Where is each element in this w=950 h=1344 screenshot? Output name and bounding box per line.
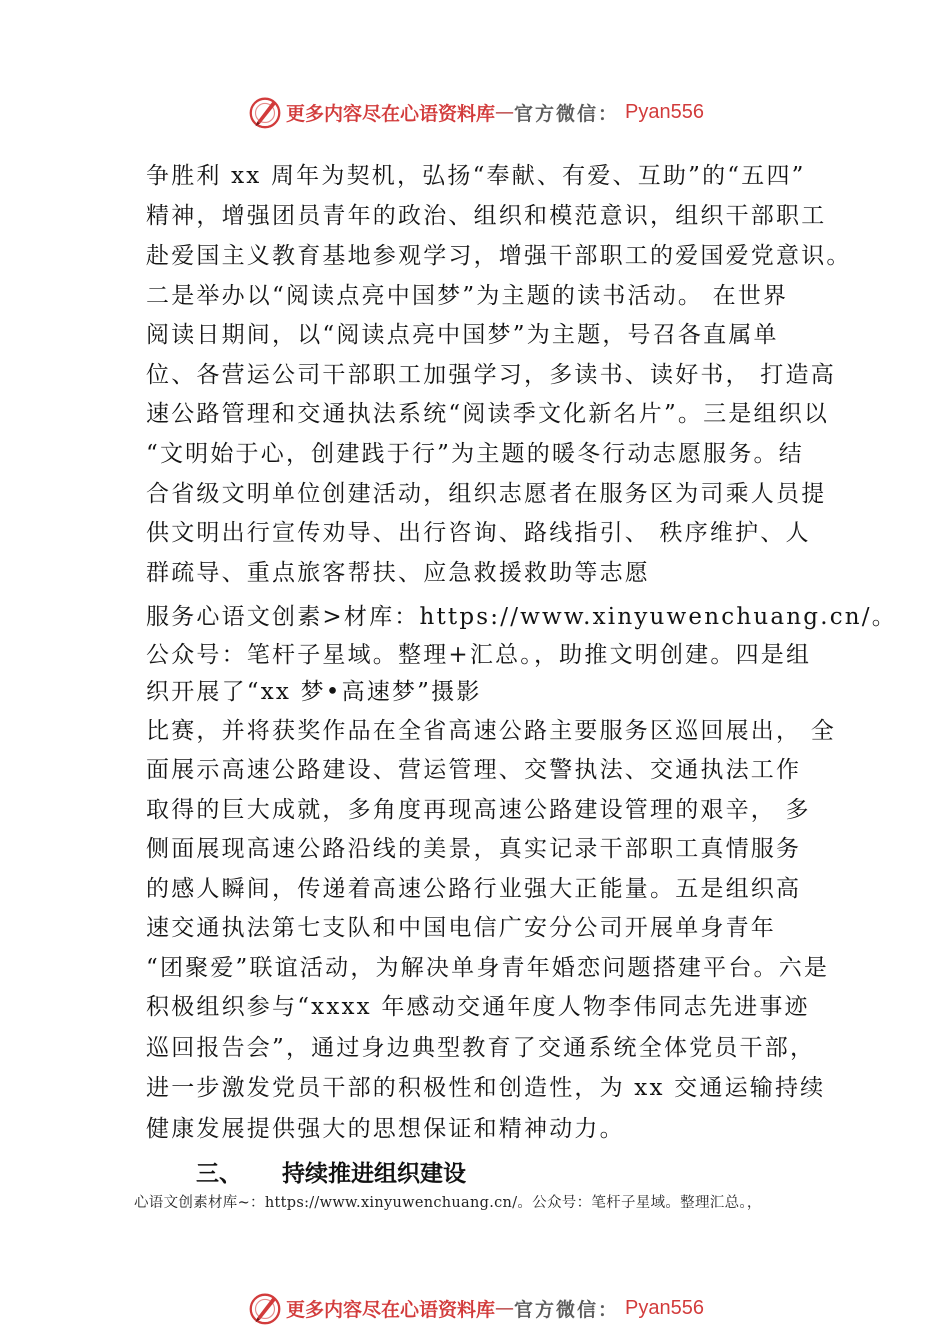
body-line: 公众号：笔杆子星域。整理+汇总。，助推文明创建。四是组 — [146, 642, 812, 668]
body-line: 积极组织参与“xxxx 年感动交通年度人物李伟同志先进事迹 — [146, 994, 810, 1020]
body-line: 争胜利 xx 周年为契机，弘扬“奉献、有爱、互助”的“五四” — [146, 163, 806, 189]
section-number: 三、 — [196, 1161, 242, 1187]
body-line: 合省级文明单位创建活动，组织志愿者在服务区为司乘人员提 — [146, 481, 827, 507]
body-line: 群疏导、重点旅客帮扶、应急救援救助等志愿 — [146, 560, 650, 586]
body-line: “文明始于心，创建践于行”为主题的暖冬行动志愿服务。结 — [146, 441, 804, 467]
body-line: 赴爱国主义教育基地参观学习，增强干部职工的爱国爱党意识。 — [146, 243, 852, 269]
body-line: 速交通执法第七支队和中国电信广安分公司开展单身青年 — [146, 915, 776, 941]
section-heading — [196, 1155, 466, 1188]
banner-dash: — — [495, 101, 515, 123]
body-line: 的感人瞬间，传递着高速公路行业强大正能量。五是组织高 — [146, 876, 802, 902]
banner-title: 更多内容尽在心语资料库 — [286, 102, 496, 125]
banner-wechat-id: Pyan556 — [625, 1296, 704, 1319]
body-line: 健康发展提供强大的思想保证和精神动力。 — [146, 1116, 625, 1142]
bottom-banner — [0, 1288, 950, 1328]
banner-wechat-label: 官方微信： — [514, 102, 620, 125]
pen-logo-icon — [246, 93, 284, 131]
body-line: 巡回报告会”，通过身边典型教育了交通系统全体党员干部， — [146, 1035, 816, 1061]
pen-logo-icon — [246, 1289, 284, 1327]
body-line: 侧面展现高速公路沿线的美景，真实记录干部职工真情服务 — [146, 836, 802, 862]
body-line: 阅读日期间，以“阅读点亮中国梦”为主题，号召各直属单 — [146, 322, 779, 348]
banner-dash: — — [495, 1297, 515, 1319]
body-line: 比赛，并将获奖作品在全省高速公路主要服务区巡回展出， 全 — [146, 718, 836, 744]
section-title: 持续推进组织建设 — [282, 1161, 466, 1187]
body-line: “团聚爱”联谊活动，为解决单身青年婚恋问题搭建平台。六是 — [146, 955, 830, 981]
body-line: 取得的巨大成就，多角度再现高速公路建设管理的艰辛， 多 — [146, 797, 811, 823]
body-line: 面展示高速公路建设、营运管理、交警执法、交通执法工作 — [146, 757, 802, 783]
banner-wechat-label: 官方微信： — [514, 1298, 620, 1321]
body-line: 位、各营运公司干部职工加强学习，多读书、读好书， 打造高 — [146, 362, 836, 388]
source-footnote: 心语文创素材库~：https://www.xinyuwenchuang.cn/。公众号：笔杆子星域。整理汇总。， — [134, 1195, 762, 1211]
body-line: 供文明出行宣传劝导、出行咨询、路线指引、 秩序维护、人 — [146, 520, 811, 546]
banner-title: 更多内容尽在心语资料库 — [286, 1298, 496, 1321]
top-banner — [0, 92, 950, 132]
body-line: 精神，增强团员青年的政治、组织和模范意识，组织干部职工 — [146, 203, 827, 229]
banner-wechat-id: Pyan556 — [625, 100, 704, 123]
body-line: 服务心语文创素>材库：https://www.xinyuwenchuang.cn/。 — [146, 604, 897, 630]
body-line: 速公路管理和交通执法系统“阅读季文化新名片”。三是组织以 — [146, 401, 830, 427]
body-line: 二是举办以“阅读点亮中国梦”为主题的读书活动。 在世界 — [146, 283, 789, 309]
body-line: 进一步激发党员干部的积极性和创造性，为 xx 交通运输持续 — [146, 1075, 826, 1101]
body-line: 织开展了“xx 梦•高速梦”摄影 — [146, 679, 482, 705]
